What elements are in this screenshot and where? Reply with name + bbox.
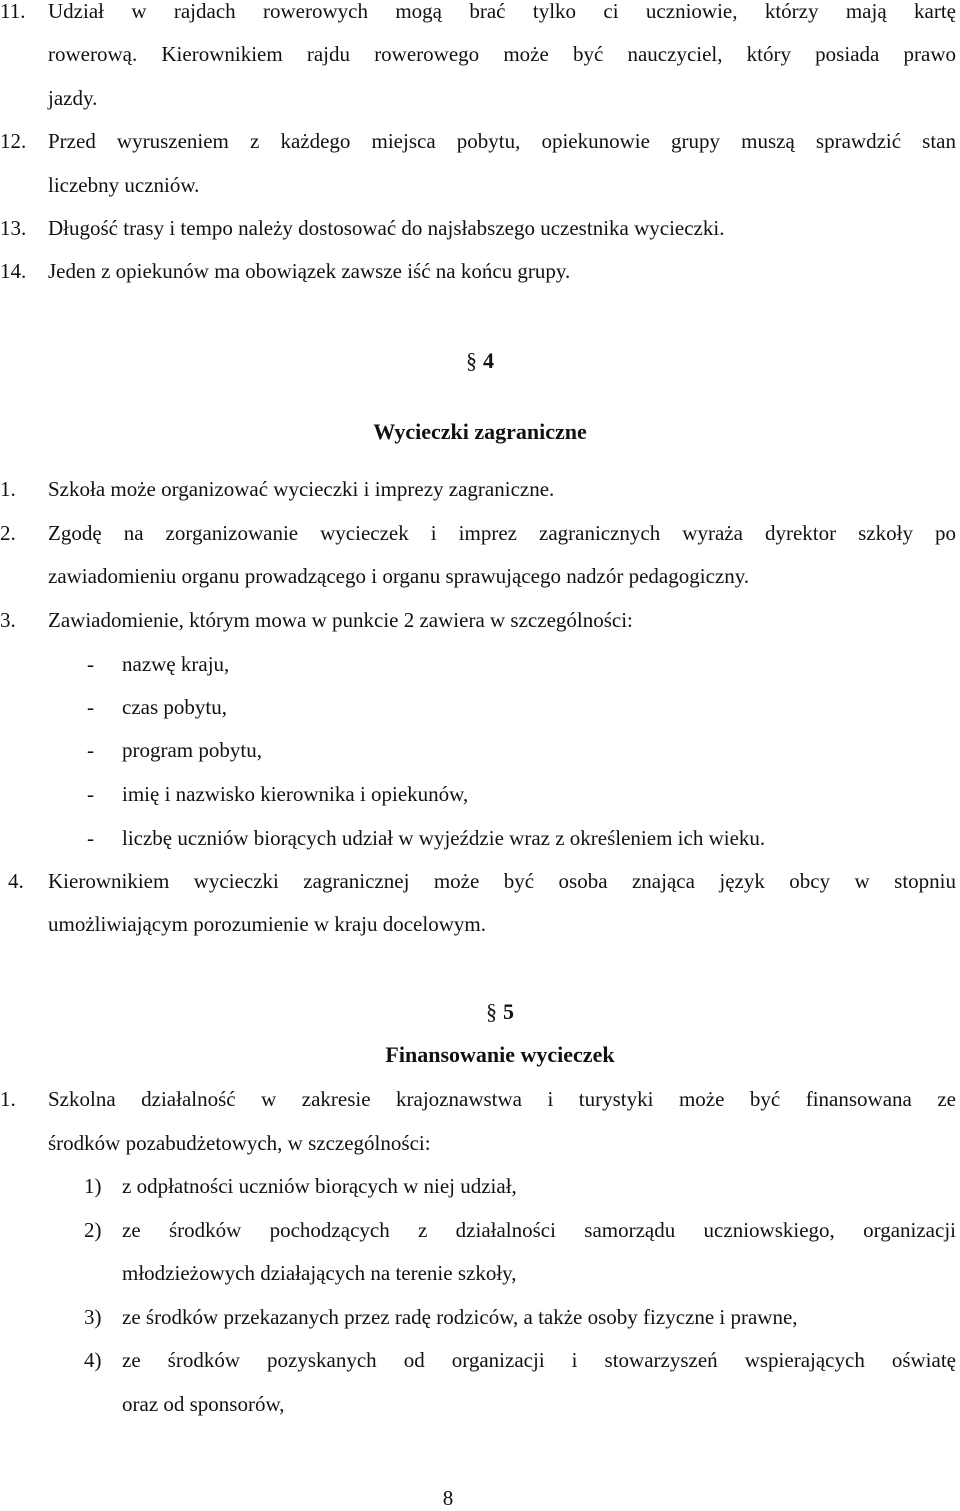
s5-subitem-2-line-1: ze środków pochodzących z działalności samorządu uczniowskiego, organizacji <box>122 1218 956 1242</box>
page-number: 8 <box>442 1486 454 1510</box>
dash-item: nazwę kraju, <box>122 652 230 676</box>
section-5-title: Finansowanie wycieczek <box>385 1042 615 1067</box>
s5-subitem-3-line-1: ze środków przekazanych przez radę rodziców, a także osoby fizyczne i prawne, <box>122 1305 798 1329</box>
section-5-heading <box>0 999 960 1025</box>
s5-item-1-line-1: Szkolna działalność w zakresie krajoznawstwa i turystyki może być finansowana ze <box>48 1087 956 1111</box>
dash-marker: - <box>87 782 94 806</box>
s5-item-1-line-2: środków pozabudżetowych, w szczególności: <box>48 1131 431 1155</box>
s5-subitem-3-number: 3) <box>84 1305 102 1329</box>
s5-subitem-4-line-1: ze środków pozyskanych od organizacji i stowarzyszeń wspierających oświatę <box>122 1348 956 1372</box>
dash-item: liczbę uczniów biorących udział w wyjeździe wraz z określeniem ich wieku. <box>122 826 766 850</box>
dash-item: program pobytu, <box>122 738 262 762</box>
s4-item-1-number: 1. <box>0 477 16 501</box>
s4-item-3-number: 3. <box>0 608 16 632</box>
section-sign: § <box>486 999 497 1024</box>
item-12-line-2: liczebny uczniów. <box>48 173 200 197</box>
s5-subitem-4-number: 4) <box>84 1348 102 1372</box>
s4-item-2-line-2: zawiadomieniu organu prowadzącego i organu sprawującego nadzór pedagogiczny. <box>48 564 750 588</box>
section-4-title: Wycieczki zagraniczne <box>373 419 587 444</box>
section-4-number: 4 <box>483 348 494 373</box>
s5-subitem-2-line-2: młodzieżowych działających na terenie szkoły, <box>122 1261 517 1285</box>
item-14-line-1: Jeden z opiekunów ma obowiązek zawsze iść na końcu grupy. <box>48 259 571 283</box>
dash-item: imię i nazwisko kierownika i opiekunów, <box>122 782 469 806</box>
s5-subitem-4-line-2: oraz od sponsorów, <box>122 1392 285 1416</box>
dash-item: czas pobytu, <box>122 695 227 719</box>
dash-marker: - <box>87 652 94 676</box>
item-11-number: 11. <box>0 0 26 23</box>
item-12-number: 12. <box>0 129 27 153</box>
dash-marker: - <box>87 826 94 850</box>
item-12-line-1: Przed wyruszeniem z każdego miejsca pobytu, opiekunowie grupy muszą sprawdzić stan <box>48 129 956 153</box>
section-5-number: 5 <box>503 999 514 1024</box>
s4-item-1-line-1: Szkoła może organizować wycieczki i imprezy zagraniczne. <box>48 477 555 501</box>
item-11-line-1: Udział w rajdach rowerowych mogą brać tylko ci uczniowie, którzy mają kartę <box>48 0 956 23</box>
dash-marker: - <box>87 738 94 762</box>
s4-item-4-number: 4. <box>8 869 24 893</box>
dash-marker: - <box>87 695 94 719</box>
item-11-line-2: rowerową. Kierownikiem rajdu rowerowego może być nauczyciel, który posiada prawo <box>48 42 956 66</box>
s5-subitem-1-number: 1) <box>84 1174 102 1198</box>
section-sign: § <box>466 348 477 373</box>
s4-item-2-number: 2. <box>0 521 16 545</box>
item-13-number: 13. <box>0 216 27 240</box>
item-13-line-1: Długość trasy i tempo należy dostosować do najsłabszego uczestnika wycieczki. <box>48 216 725 240</box>
s5-subitem-2-number: 2) <box>84 1218 102 1242</box>
item-11-line-3: jazdy. <box>48 86 98 110</box>
s4-item-2-line-1: Zgodę na zorganizowanie wycieczek i imprez zagranicznych wyraża dyrektor szkoły po <box>48 521 956 545</box>
s4-item-4-line-2: umożliwiającym porozumienie w kraju docelowym. <box>48 912 486 936</box>
section-4-heading <box>0 348 960 374</box>
s5-item-1-number: 1. <box>0 1087 16 1111</box>
s5-subitem-1-line-1: z odpłatności uczniów biorących w niej udział, <box>122 1174 517 1198</box>
s4-item-3-line-1: Zawiadomienie, którym mowa w punkcie 2 zawiera w szczególności: <box>48 608 633 632</box>
s4-item-4-line-1: Kierownikiem wycieczki zagranicznej może być osoba znająca język obcy w stopniu <box>48 869 956 893</box>
item-14-number: 14. <box>0 259 27 283</box>
